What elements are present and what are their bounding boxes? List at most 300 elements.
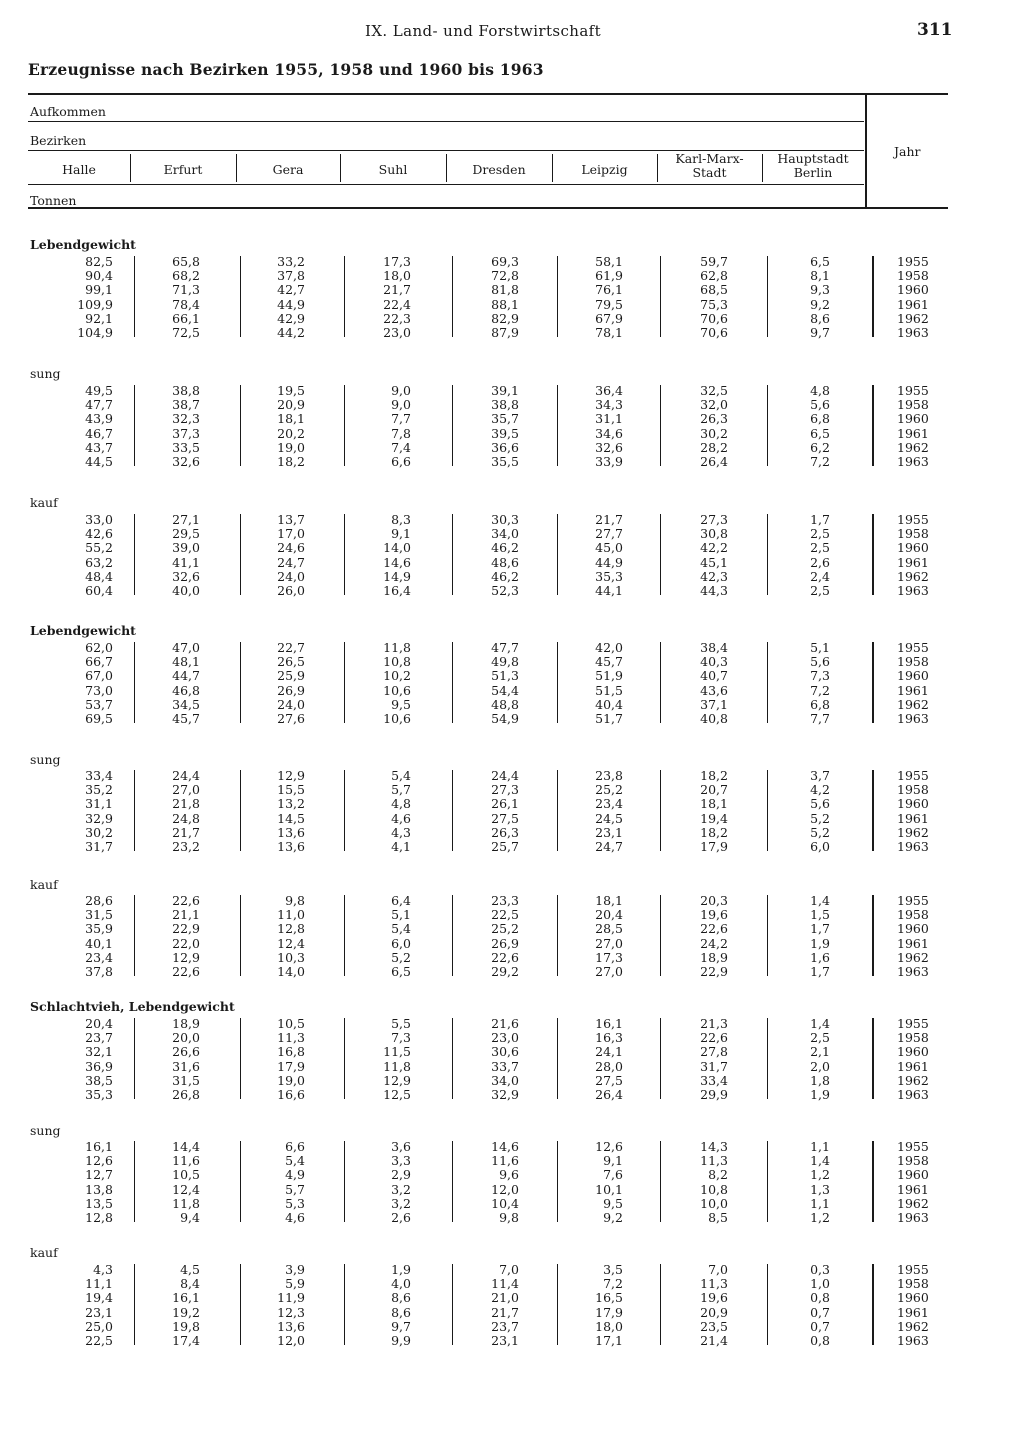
table-cell: 1,1 bbox=[810, 1139, 830, 1154]
table-cell: 9,0 bbox=[391, 383, 411, 398]
table-cell: 48,8 bbox=[491, 696, 519, 712]
table-cell: 13,6 bbox=[277, 1318, 305, 1334]
column-separator bbox=[660, 514, 661, 595]
table-cell: 41,1 bbox=[172, 554, 200, 570]
year-cell: 1958 bbox=[897, 1153, 929, 1169]
year-cell: 1963 bbox=[897, 711, 929, 726]
table-cell: 10,8 bbox=[383, 654, 411, 670]
table-cell: 25,0 bbox=[85, 1318, 113, 1334]
table-cell: 7,0 bbox=[708, 1262, 728, 1277]
table-cell: 68,5 bbox=[700, 282, 728, 298]
table-cell: 4,2 bbox=[810, 782, 830, 798]
table-cell: 13,2 bbox=[277, 796, 305, 812]
year-cell: 1958 bbox=[897, 268, 929, 284]
header-rule-top bbox=[28, 93, 948, 95]
table-cell: 0,7 bbox=[810, 1304, 830, 1320]
table-cell: 17,9 bbox=[700, 839, 728, 854]
table-cell: 40,3 bbox=[700, 654, 728, 670]
table-cell: 28,2 bbox=[700, 439, 728, 455]
table-cell: 82,9 bbox=[491, 310, 519, 326]
header-rule-bottom bbox=[28, 207, 948, 209]
year-cell: 1962 bbox=[897, 1072, 929, 1088]
table-cell: 9,3 bbox=[810, 282, 830, 298]
table-cell: 1,3 bbox=[810, 1181, 830, 1197]
table-cell: 90,4 bbox=[85, 268, 113, 284]
column-header-line2: Berlin bbox=[793, 165, 833, 180]
table-cell: 22,4 bbox=[383, 296, 411, 312]
table-cell: 20,3 bbox=[700, 893, 728, 908]
table-cell: 18,2 bbox=[277, 454, 305, 469]
column-separator bbox=[134, 642, 135, 723]
table-cell: 5,2 bbox=[391, 949, 411, 965]
table-cell: 33,4 bbox=[700, 1072, 728, 1088]
table-cell: 2,0 bbox=[810, 1058, 830, 1074]
table-cell: 29,2 bbox=[491, 964, 519, 979]
table-cell: 13,8 bbox=[85, 1181, 113, 1197]
year-cell: 1960 bbox=[897, 1167, 929, 1183]
table-cell: 16,3 bbox=[595, 1030, 623, 1046]
column-separator bbox=[240, 385, 241, 466]
table-cell: 46,2 bbox=[491, 568, 519, 584]
column-separator bbox=[872, 514, 874, 595]
column-divider bbox=[130, 154, 131, 182]
table-cell: 23,7 bbox=[85, 1030, 113, 1046]
column-separator bbox=[134, 1018, 135, 1099]
table-cell: 43,9 bbox=[85, 411, 113, 427]
column-separator bbox=[557, 895, 558, 976]
column-separator bbox=[344, 770, 345, 851]
table-cell: 40,1 bbox=[85, 935, 113, 951]
table-cell: 24,1 bbox=[595, 1044, 623, 1060]
table-cell: 30,2 bbox=[700, 425, 728, 441]
table-cell: 42,0 bbox=[595, 640, 623, 655]
table-cell: 48,1 bbox=[172, 654, 200, 670]
table-cell: 21,4 bbox=[700, 1333, 728, 1348]
year-cell: 1955 bbox=[897, 1016, 929, 1031]
section-label: sung bbox=[30, 752, 61, 767]
table-cell: 19,6 bbox=[700, 907, 728, 923]
table-cell: 24,8 bbox=[172, 810, 200, 826]
column-separator bbox=[240, 642, 241, 723]
table-cell: 26,3 bbox=[491, 824, 519, 840]
table-cell: 43,6 bbox=[700, 682, 728, 698]
table-cell: 3,7 bbox=[810, 768, 830, 783]
table-cell: 23,7 bbox=[491, 1318, 519, 1334]
table-cell: 1,7 bbox=[810, 921, 830, 937]
table-cell: 2,5 bbox=[810, 526, 830, 542]
table-cell: 8,6 bbox=[810, 310, 830, 326]
table-cell: 68,2 bbox=[172, 268, 200, 284]
table-cell: 4,8 bbox=[810, 383, 830, 398]
column-separator bbox=[344, 256, 345, 337]
table-cell: 15,5 bbox=[277, 782, 305, 798]
table-cell: 11,0 bbox=[277, 907, 305, 923]
table-cell: 32,6 bbox=[172, 568, 200, 584]
table-cell: 62,8 bbox=[700, 268, 728, 284]
table-cell: 10,5 bbox=[277, 1016, 305, 1031]
table-cell: 33,4 bbox=[85, 768, 113, 783]
table-cell: 21,7 bbox=[491, 1304, 519, 1320]
table-cell: 14,5 bbox=[277, 810, 305, 826]
column-separator bbox=[240, 770, 241, 851]
table-cell: 5,2 bbox=[810, 810, 830, 826]
section-label: sung bbox=[30, 366, 61, 381]
table-cell: 10,6 bbox=[383, 711, 411, 726]
year-cell: 1961 bbox=[897, 425, 929, 441]
table-cell: 19,0 bbox=[277, 1072, 305, 1088]
table-cell: 1,7 bbox=[810, 512, 830, 527]
year-cell: 1961 bbox=[897, 554, 929, 570]
table-cell: 23,4 bbox=[595, 796, 623, 812]
table-cell: 7,4 bbox=[391, 439, 411, 455]
table-cell: 4,3 bbox=[391, 824, 411, 840]
year-cell: 1962 bbox=[897, 824, 929, 840]
table-cell: 1,5 bbox=[810, 907, 830, 923]
table-cell: 6,0 bbox=[391, 935, 411, 951]
column-separator bbox=[134, 256, 135, 337]
table-cell: 5,6 bbox=[810, 654, 830, 670]
table-cell: 27,5 bbox=[491, 810, 519, 826]
table-cell: 53,7 bbox=[85, 696, 113, 712]
column-header-line2: Stadt bbox=[692, 165, 727, 180]
table-cell: 34,0 bbox=[491, 526, 519, 542]
year-cell: 1961 bbox=[897, 810, 929, 826]
section-label: kauf bbox=[30, 495, 58, 510]
year-cell: 1962 bbox=[897, 949, 929, 965]
year-cell: 1963 bbox=[897, 839, 929, 854]
column-header-gera bbox=[236, 163, 340, 177]
table-cell: 10,0 bbox=[700, 1195, 728, 1211]
table-cell: 44,5 bbox=[85, 454, 113, 469]
table-cell: 25,2 bbox=[595, 782, 623, 798]
column-separator bbox=[872, 1141, 874, 1222]
table-cell: 20,9 bbox=[277, 397, 305, 413]
year-cell: 1960 bbox=[897, 1290, 929, 1306]
table-cell: 1,4 bbox=[810, 1016, 830, 1031]
table-cell: 22,6 bbox=[172, 893, 200, 908]
table-cell: 60,4 bbox=[85, 583, 113, 598]
table-cell: 44,2 bbox=[277, 325, 305, 340]
table-cell: 3,2 bbox=[391, 1181, 411, 1197]
table-cell: 2,9 bbox=[391, 1167, 411, 1183]
table-cell: 23,0 bbox=[491, 1030, 519, 1046]
table-cell: 35,5 bbox=[491, 454, 519, 469]
year-cell: 1958 bbox=[897, 1030, 929, 1046]
table-cell: 38,4 bbox=[700, 640, 728, 655]
year-cell: 1962 bbox=[897, 696, 929, 712]
table-cell: 19,0 bbox=[277, 439, 305, 455]
table-cell: 33,2 bbox=[277, 254, 305, 269]
table-cell: 2,5 bbox=[810, 540, 830, 556]
year-cell: 1958 bbox=[897, 397, 929, 413]
table-cell: 0,3 bbox=[810, 1262, 830, 1277]
table-cell: 22,0 bbox=[172, 935, 200, 951]
column-header-karlmarx bbox=[657, 152, 762, 180]
column-separator bbox=[452, 642, 453, 723]
table-cell: 10,5 bbox=[172, 1167, 200, 1183]
table-cell: 44,9 bbox=[277, 296, 305, 312]
column-separator bbox=[134, 895, 135, 976]
table-cell: 1,0 bbox=[810, 1276, 830, 1292]
table-cell: 40,8 bbox=[700, 711, 728, 726]
table-cell: 27,7 bbox=[595, 526, 623, 542]
table-cell: 24,6 bbox=[277, 540, 305, 556]
table-cell: 33,5 bbox=[172, 439, 200, 455]
table-cell: 59,7 bbox=[700, 254, 728, 269]
table-cell: 4,1 bbox=[391, 839, 411, 854]
table-cell: 35,3 bbox=[85, 1087, 113, 1102]
table-cell: 11,1 bbox=[85, 1276, 113, 1292]
table-cell: 19,4 bbox=[700, 810, 728, 826]
section-label: Lebendgewicht bbox=[30, 237, 136, 252]
table-cell: 14,9 bbox=[383, 568, 411, 584]
table-cell: 48,4 bbox=[85, 568, 113, 584]
table-cell: 23,5 bbox=[700, 1318, 728, 1334]
table-title: Erzeugnisse nach Bezirken 1955, 1958 und 1960 bis 1963 bbox=[28, 60, 544, 79]
table-cell: 6,6 bbox=[285, 1139, 305, 1154]
column-separator bbox=[240, 895, 241, 976]
table-cell: 9,6 bbox=[499, 1167, 519, 1183]
table-cell: 10,3 bbox=[277, 949, 305, 965]
table-cell: 9,2 bbox=[603, 1210, 623, 1225]
header-rule-columns bbox=[28, 184, 864, 185]
table-cell: 72,8 bbox=[491, 268, 519, 284]
table-cell: 88,1 bbox=[491, 296, 519, 312]
table-cell: 6,0 bbox=[810, 839, 830, 854]
table-cell: 12,3 bbox=[277, 1304, 305, 1320]
table-cell: 7,6 bbox=[603, 1167, 623, 1183]
table-cell: 17,0 bbox=[277, 526, 305, 542]
table-cell: 21,7 bbox=[383, 282, 411, 298]
table-cell: 16,8 bbox=[277, 1044, 305, 1060]
table-cell: 12,9 bbox=[172, 949, 200, 965]
table-cell: 8,2 bbox=[708, 1167, 728, 1183]
table-cell: 3,5 bbox=[603, 1262, 623, 1277]
column-separator bbox=[767, 385, 768, 466]
table-cell: 24,7 bbox=[277, 554, 305, 570]
table-cell: 17,4 bbox=[172, 1333, 200, 1348]
column-header-erfurt bbox=[130, 163, 236, 177]
table-cell: 4,6 bbox=[285, 1210, 305, 1225]
table-cell: 5,6 bbox=[810, 796, 830, 812]
column-divider bbox=[340, 154, 341, 182]
table-cell: 8,5 bbox=[708, 1210, 728, 1225]
table-cell: 33,0 bbox=[85, 512, 113, 527]
column-separator bbox=[557, 1141, 558, 1222]
column-separator bbox=[134, 770, 135, 851]
year-cell: 1961 bbox=[897, 1304, 929, 1320]
table-cell: 23,4 bbox=[85, 949, 113, 965]
table-cell: 62,0 bbox=[85, 640, 113, 655]
table-cell: 55,2 bbox=[85, 540, 113, 556]
table-cell: 0,8 bbox=[810, 1290, 830, 1306]
table-cell: 69,3 bbox=[491, 254, 519, 269]
table-cell: 11,6 bbox=[491, 1153, 519, 1169]
table-cell: 26,0 bbox=[277, 583, 305, 598]
table-cell: 26,5 bbox=[277, 654, 305, 670]
table-cell: 45,0 bbox=[595, 540, 623, 556]
column-separator bbox=[240, 256, 241, 337]
column-header-halle bbox=[28, 163, 130, 177]
table-cell: 24,4 bbox=[172, 768, 200, 783]
table-cell: 5,4 bbox=[391, 768, 411, 783]
column-separator bbox=[134, 1264, 135, 1345]
table-cell: 13,6 bbox=[277, 839, 305, 854]
table-cell: 51,7 bbox=[595, 711, 623, 726]
table-cell: 21,7 bbox=[595, 512, 623, 527]
table-cell: 12,6 bbox=[85, 1153, 113, 1169]
table-cell: 12,4 bbox=[277, 935, 305, 951]
table-cell: 4,3 bbox=[93, 1262, 113, 1277]
table-cell: 21,6 bbox=[491, 1016, 519, 1031]
table-cell: 109,9 bbox=[77, 296, 113, 312]
column-separator bbox=[344, 385, 345, 466]
year-cell: 1963 bbox=[897, 1333, 929, 1348]
table-cell: 7,7 bbox=[810, 711, 830, 726]
table-cell: 6,2 bbox=[810, 439, 830, 455]
table-cell: 26,6 bbox=[172, 1044, 200, 1060]
column-separator bbox=[872, 256, 874, 337]
table-cell: 43,7 bbox=[85, 439, 113, 455]
table-cell: 16,4 bbox=[383, 583, 411, 598]
table-cell: 23,0 bbox=[383, 325, 411, 340]
table-cell: 72,5 bbox=[172, 325, 200, 340]
table-cell: 51,5 bbox=[595, 682, 623, 698]
table-cell: 32,5 bbox=[700, 383, 728, 398]
table-cell: 2,6 bbox=[810, 554, 830, 570]
table-cell: 58,1 bbox=[595, 254, 623, 269]
column-header-hauptstadt bbox=[762, 152, 864, 180]
table-cell: 9,8 bbox=[285, 893, 305, 908]
table-cell: 2,5 bbox=[810, 1030, 830, 1046]
table-cell: 22,9 bbox=[172, 921, 200, 937]
table-cell: 40,0 bbox=[172, 583, 200, 598]
table-cell: 76,1 bbox=[595, 282, 623, 298]
column-separator bbox=[452, 256, 453, 337]
year-cell: 1958 bbox=[897, 1276, 929, 1292]
column-header-suhl bbox=[340, 163, 446, 177]
table-cell: 29,5 bbox=[172, 526, 200, 542]
year-cell: 1963 bbox=[897, 325, 929, 340]
table-cell: 31,7 bbox=[700, 1058, 728, 1074]
year-cell: 1963 bbox=[897, 1210, 929, 1225]
table-cell: 14,3 bbox=[700, 1139, 728, 1154]
table-cell: 9,1 bbox=[603, 1153, 623, 1169]
table-cell: 9,8 bbox=[499, 1210, 519, 1225]
table-cell: 31,1 bbox=[595, 411, 623, 427]
year-cell: 1960 bbox=[897, 668, 929, 684]
table-cell: 19,2 bbox=[172, 1304, 200, 1320]
year-cell: 1955 bbox=[897, 1139, 929, 1154]
table-cell: 22,5 bbox=[85, 1333, 113, 1348]
table-cell: 28,6 bbox=[85, 893, 113, 908]
year-cell: 1962 bbox=[897, 439, 929, 455]
table-cell: 7,2 bbox=[810, 454, 830, 469]
column-separator bbox=[452, 385, 453, 466]
column-divider bbox=[552, 154, 553, 182]
year-cell: 1955 bbox=[897, 383, 929, 398]
table-cell: 29,9 bbox=[700, 1087, 728, 1102]
table-cell: 79,5 bbox=[595, 296, 623, 312]
table-cell: 24,4 bbox=[491, 768, 519, 783]
table-cell: 21,1 bbox=[172, 907, 200, 923]
table-cell: 17,3 bbox=[595, 949, 623, 965]
column-separator bbox=[240, 1264, 241, 1345]
table-cell: 14,0 bbox=[383, 540, 411, 556]
table-cell: 39,1 bbox=[491, 383, 519, 398]
year-cell: 1958 bbox=[897, 782, 929, 798]
table-cell: 18,9 bbox=[172, 1016, 200, 1031]
column-header-line1: Gera bbox=[272, 162, 304, 177]
year-cell: 1960 bbox=[897, 282, 929, 298]
column-separator bbox=[767, 1018, 768, 1099]
table-cell: 5,7 bbox=[391, 782, 411, 798]
year-cell: 1961 bbox=[897, 682, 929, 698]
table-cell: 11,3 bbox=[700, 1276, 728, 1292]
table-cell: 46,2 bbox=[491, 540, 519, 556]
table-cell: 51,3 bbox=[491, 668, 519, 684]
table-cell: 18,1 bbox=[700, 796, 728, 812]
column-separator bbox=[452, 1141, 453, 1222]
year-cell: 1958 bbox=[897, 907, 929, 923]
column-separator bbox=[452, 1264, 453, 1345]
table-cell: 19,5 bbox=[277, 383, 305, 398]
column-separator bbox=[872, 770, 874, 851]
table-cell: 42,9 bbox=[277, 310, 305, 326]
table-cell: 22,6 bbox=[491, 949, 519, 965]
table-cell: 23,1 bbox=[491, 1333, 519, 1348]
column-header-line1: Suhl bbox=[378, 162, 408, 177]
table-cell: 33,9 bbox=[595, 454, 623, 469]
table-cell: 36,6 bbox=[491, 439, 519, 455]
table-cell: 28,5 bbox=[595, 921, 623, 937]
table-cell: 4,6 bbox=[391, 810, 411, 826]
table-cell: 23,2 bbox=[172, 839, 200, 854]
column-separator bbox=[660, 385, 661, 466]
section-label: sung bbox=[30, 1123, 61, 1138]
column-separator bbox=[872, 895, 874, 976]
table-cell: 46,8 bbox=[172, 682, 200, 698]
table-cell: 45,1 bbox=[700, 554, 728, 570]
column-separator bbox=[767, 1141, 768, 1222]
year-cell: 1963 bbox=[897, 454, 929, 469]
table-cell: 11,8 bbox=[172, 1195, 200, 1211]
table-cell: 25,2 bbox=[491, 921, 519, 937]
column-separator bbox=[660, 1141, 661, 1222]
column-separator bbox=[134, 1141, 135, 1222]
header-jahr: Jahr bbox=[894, 144, 921, 159]
table-cell: 11,3 bbox=[700, 1153, 728, 1169]
table-cell: 6,4 bbox=[391, 893, 411, 908]
table-cell: 54,9 bbox=[491, 711, 519, 726]
column-separator bbox=[344, 642, 345, 723]
table-cell: 8,4 bbox=[180, 1276, 200, 1292]
header-aufkommen: Aufkommen bbox=[30, 104, 106, 119]
table-cell: 13,7 bbox=[277, 512, 305, 527]
column-separator bbox=[344, 1264, 345, 1345]
table-cell: 45,7 bbox=[172, 711, 200, 726]
table-cell: 6,5 bbox=[810, 425, 830, 441]
table-cell: 20,4 bbox=[85, 1016, 113, 1031]
table-cell: 17,1 bbox=[595, 1333, 623, 1348]
table-cell: 11,9 bbox=[277, 1290, 305, 1306]
column-separator bbox=[872, 385, 874, 466]
column-separator bbox=[344, 514, 345, 595]
table-cell: 39,0 bbox=[172, 540, 200, 556]
table-cell: 12,0 bbox=[277, 1333, 305, 1348]
column-separator bbox=[767, 1264, 768, 1345]
year-cell: 1963 bbox=[897, 583, 929, 598]
